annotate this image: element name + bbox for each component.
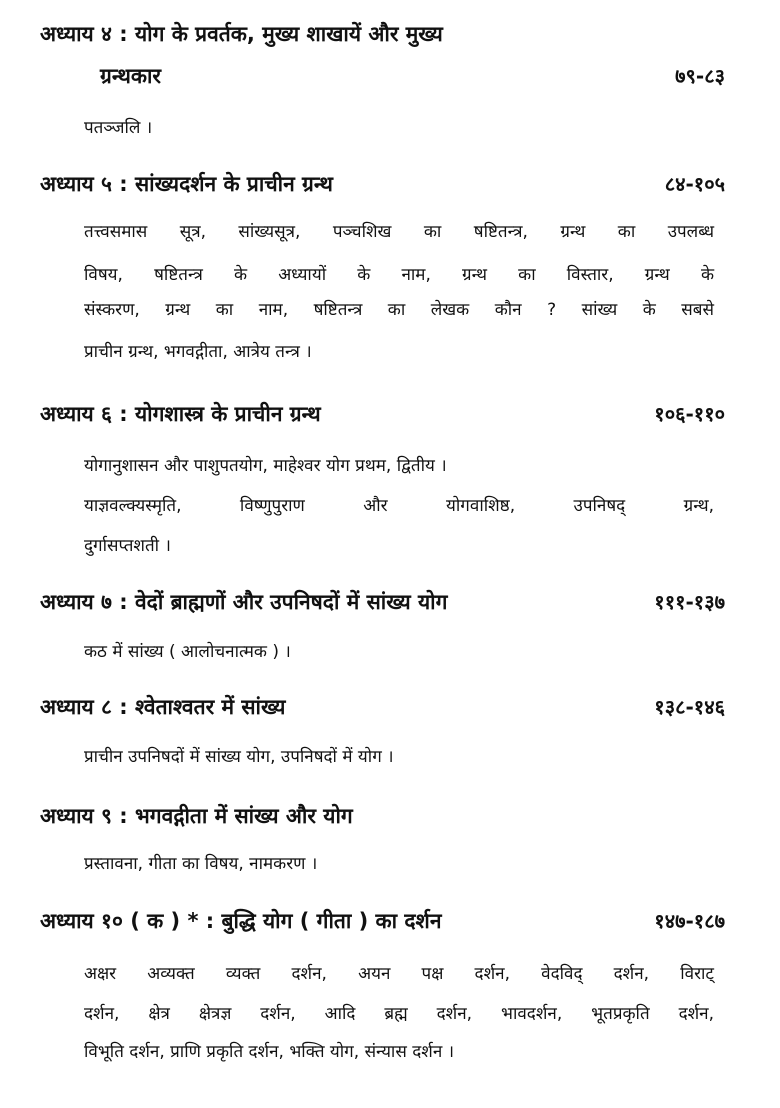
- topic-line: कठ में सांख्य ( आलोचनात्मक ) ।: [84, 642, 291, 662]
- chapter-9-heading: [40, 802, 725, 830]
- chapter-title: अध्याय ७ : वेदों ब्राह्मणों और उपनिषदों में सांख्य योग: [40, 590, 448, 614]
- chapter-title: अध्याय ६ : योगशास्त्र के प्राचीन ग्रन्थ: [40, 402, 321, 426]
- topic-line: याज्ञवल्क्यस्मृति, विष्णुपुराण और योगवाशिष्ठ, उपनिषद् ग्रन्थ,: [84, 496, 714, 516]
- topic-line: विषय, षष्टितन्त्र के अध्यायों के नाम, ग्रन्थ का विस्तार, ग्रन्थ के: [84, 265, 714, 285]
- topic-line: तत्त्वसमास सूत्र, सांख्यसूत्र, पञ्चशिख का षष्टितन्त्र, ग्रन्थ का उपलब्ध: [84, 222, 714, 242]
- page-range: ८४-१०५: [664, 172, 725, 196]
- chapter-5-heading: [40, 170, 725, 198]
- chapter-title: अध्याय ८ : श्वेताश्वतर में सांख्य: [40, 695, 286, 719]
- topic-line: दर्शन, क्षेत्र क्षेत्रज्ञ दर्शन, आदि ब्रह्म दर्शन, भावदर्शन, भूतप्रकृति दर्शन,: [84, 1004, 714, 1024]
- topic-line: अक्षर अव्यक्त व्यक्त दर्शन, अयन पक्ष दर्शन, वेदविद् दर्शन, विराट्: [84, 964, 714, 984]
- topic-line: प्रस्तावना, गीता का विषय, नामकरण ।: [84, 854, 318, 874]
- page-range: १४७-१८७: [654, 909, 725, 933]
- page-range: १३८-१४६: [654, 695, 725, 719]
- chapter-title: अध्याय ५ : सांख्यदर्शन के प्राचीन ग्रन्थ: [40, 172, 333, 196]
- page-range: १११-१३७: [654, 590, 725, 614]
- page-range: ७९-८३: [675, 64, 725, 88]
- chapter-4-topics: [84, 116, 714, 140]
- chapter-10-heading: [40, 907, 725, 935]
- topic-line: पतञ्जलि ।: [84, 118, 153, 138]
- topic-line: संस्करण, ग्रन्थ का नाम, षष्टितन्त्र का लेखक कौन ? सांख्य के सबसे: [84, 300, 714, 320]
- page-range: १०६-११०: [654, 402, 725, 426]
- topic-line: दुर्गासप्तशती ।: [84, 536, 171, 556]
- chapter-4-heading: [40, 20, 725, 48]
- chapter-4-heading-continued: [100, 62, 725, 90]
- chapter-title: अध्याय १० ( क ) * : बुद्धि योग ( गीता ) का दर्शन: [40, 909, 442, 933]
- topic-line: विभूति दर्शन, प्राणि प्रकृति दर्शन, भक्ति योग, संन्यास दर्शन ।: [84, 1042, 455, 1062]
- chapter-8-heading: [40, 693, 725, 721]
- chapter-title: अध्याय ४ : योग के प्रवर्तक, मुख्य शाखायें और मुख्य: [40, 22, 443, 46]
- topic-line: प्राचीन ग्रन्थ, भगवद्गीता, आत्रेय तन्त्र ।: [84, 342, 312, 362]
- chapter-title-continued: ग्रन्थकार: [100, 64, 162, 88]
- chapter-title: अध्याय ९ : भगवद्गीता में सांख्य और योग: [40, 804, 353, 828]
- chapter-7-heading: [40, 588, 725, 616]
- topic-line: प्राचीन उपनिषदों में सांख्य योग, उपनिषदों में योग ।: [84, 747, 394, 767]
- topic-line: योगानुशासन और पाशुपतयोग, माहेश्वर योग प्रथम, द्वितीय ।: [84, 456, 447, 476]
- chapter-6-heading: [40, 400, 725, 428]
